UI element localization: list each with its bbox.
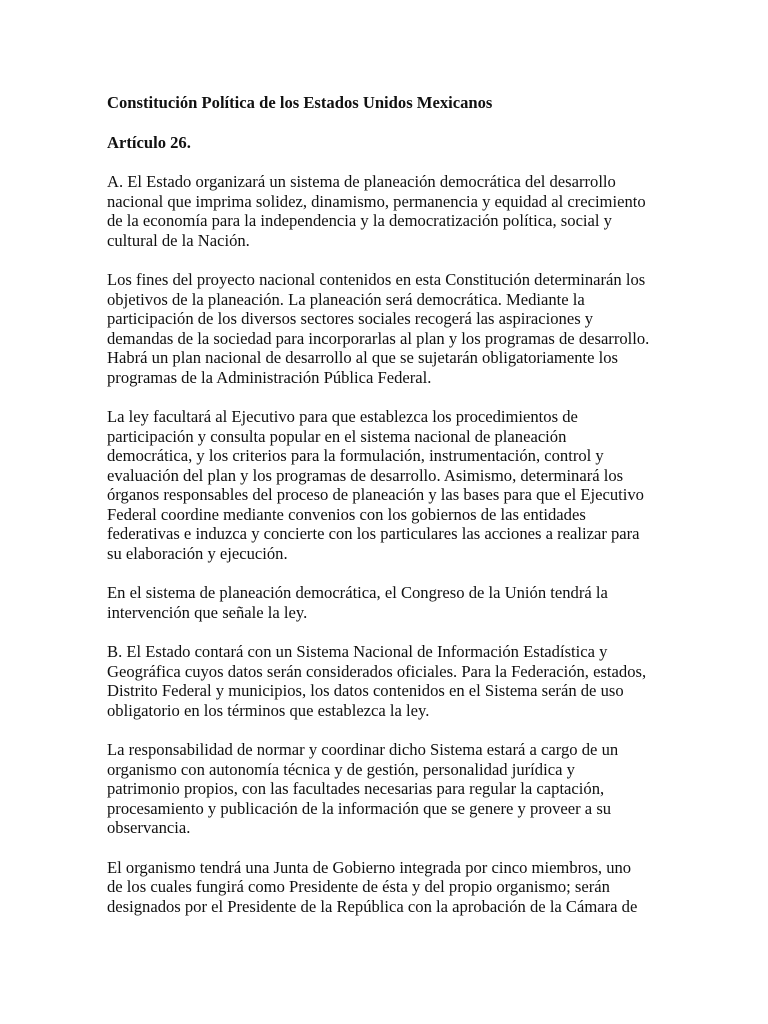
paragraph-line: En el sistema de planeación democrática, el Congreso de la Unión tendrá la	[107, 583, 608, 602]
paragraph-line: intervención que señale la ley.	[107, 602, 308, 622]
paragraph-line: B. El Estado contará con un Sistema Nacional de Información Estadística y	[107, 642, 608, 661]
paragraph-line: El organismo tendrá una Junta de Gobierno integrada por cinco miembros, uno	[107, 857, 632, 877]
paragraph-line: Distrito Federal y municipios, los datos contenidos en el Sistema serán de uso	[107, 681, 624, 700]
paragraph-line: La responsabilidad de normar y coordinar dicho Sistema estará a cargo de un	[107, 740, 619, 759]
paragraph-line: organismo con autonomía técnica y de gestión, personalidad jurídica y	[107, 759, 575, 779]
paragraph-line: procesamiento y publicación de la información que se genere y proveer a su	[107, 798, 612, 818]
paragraph-line: participación de los diversos sectores sociales recogerá las aspiraciones y	[107, 309, 594, 328]
paragraph-line: evaluación del plan y los programas de desarrollo. Asimismo, determinará los	[107, 465, 624, 485]
paragraph-line: programas de la Administración Pública Federal.	[107, 367, 432, 387]
paragraph-line: observancia.	[107, 818, 191, 837]
document-page	[107, 93, 667, 916]
paragraph-line: designados por el Presidente de la República con la aprobación de la Cámara de	[107, 896, 638, 916]
paragraph	[107, 407, 667, 563]
paragraph-line: La ley facultará al Ejecutivo para que establezca los procedimientos de	[107, 407, 578, 426]
paragraph-line: órganos responsables del proceso de planeación y las bases para que el Ejecutivo	[107, 485, 644, 504]
paragraph	[107, 270, 667, 387]
paragraph-line: su elaboración y ejecución.	[107, 543, 288, 563]
paragraph-line: Habrá un plan nacional de desarrollo al que se sujetarán obligatoriamente los	[107, 348, 618, 367]
paragraph-line: nacional que imprima solidez, dinamismo, permanencia y equidad al crecimiento	[107, 191, 646, 211]
paragraph-line: Los fines del proyecto nacional contenidos en esta Constitución determinarán los	[107, 270, 646, 289]
paragraph-line: democrática, y los criterios para la formulación, instrumentación, control y	[107, 446, 604, 465]
paragraph	[107, 858, 667, 917]
document-body	[107, 172, 667, 916]
paragraph-line: de la economía para la independencia y la democratización política, social y	[107, 211, 612, 230]
paragraph-line: Geográfica cuyos datos serán considerados oficiales. Para la Federación, estados,	[107, 661, 647, 681]
paragraph-line: federativas e induzca y concierte con los particulares las acciones a realizar para	[107, 524, 640, 543]
paragraph	[107, 740, 667, 838]
paragraph-line: demandas de la sociedad para incorporarlas al plan y los programas de desarrollo.	[107, 328, 650, 348]
paragraph-line: de los cuales fungirá como Presidente de ésta y del propio organismo; serán	[107, 877, 610, 896]
paragraph-line: participación y consulta popular en el sistema nacional de planeación	[107, 426, 567, 446]
paragraph-line: cultural de la Nación.	[107, 230, 250, 250]
paragraph-line: A. El Estado organizará un sistema de planeación democrática del desarrollo	[107, 172, 616, 191]
paragraph-line: patrimonio propios, con las facultades necesarias para regular la captación,	[107, 779, 605, 798]
paragraph-line: Federal coordine mediante convenios con los gobiernos de las entidades	[107, 504, 586, 524]
paragraph	[107, 642, 667, 720]
paragraph	[107, 583, 667, 622]
document-title: Constitución Política de los Estados Unidos Mexicanos	[107, 93, 493, 112]
article-heading: Artículo 26.	[107, 132, 191, 152]
paragraph-line: objetivos de la planeación. La planeación será democrática. Mediante la	[107, 289, 585, 309]
paragraph	[107, 172, 667, 250]
paragraph-line: obligatorio en los términos que establezca la ley.	[107, 700, 430, 720]
